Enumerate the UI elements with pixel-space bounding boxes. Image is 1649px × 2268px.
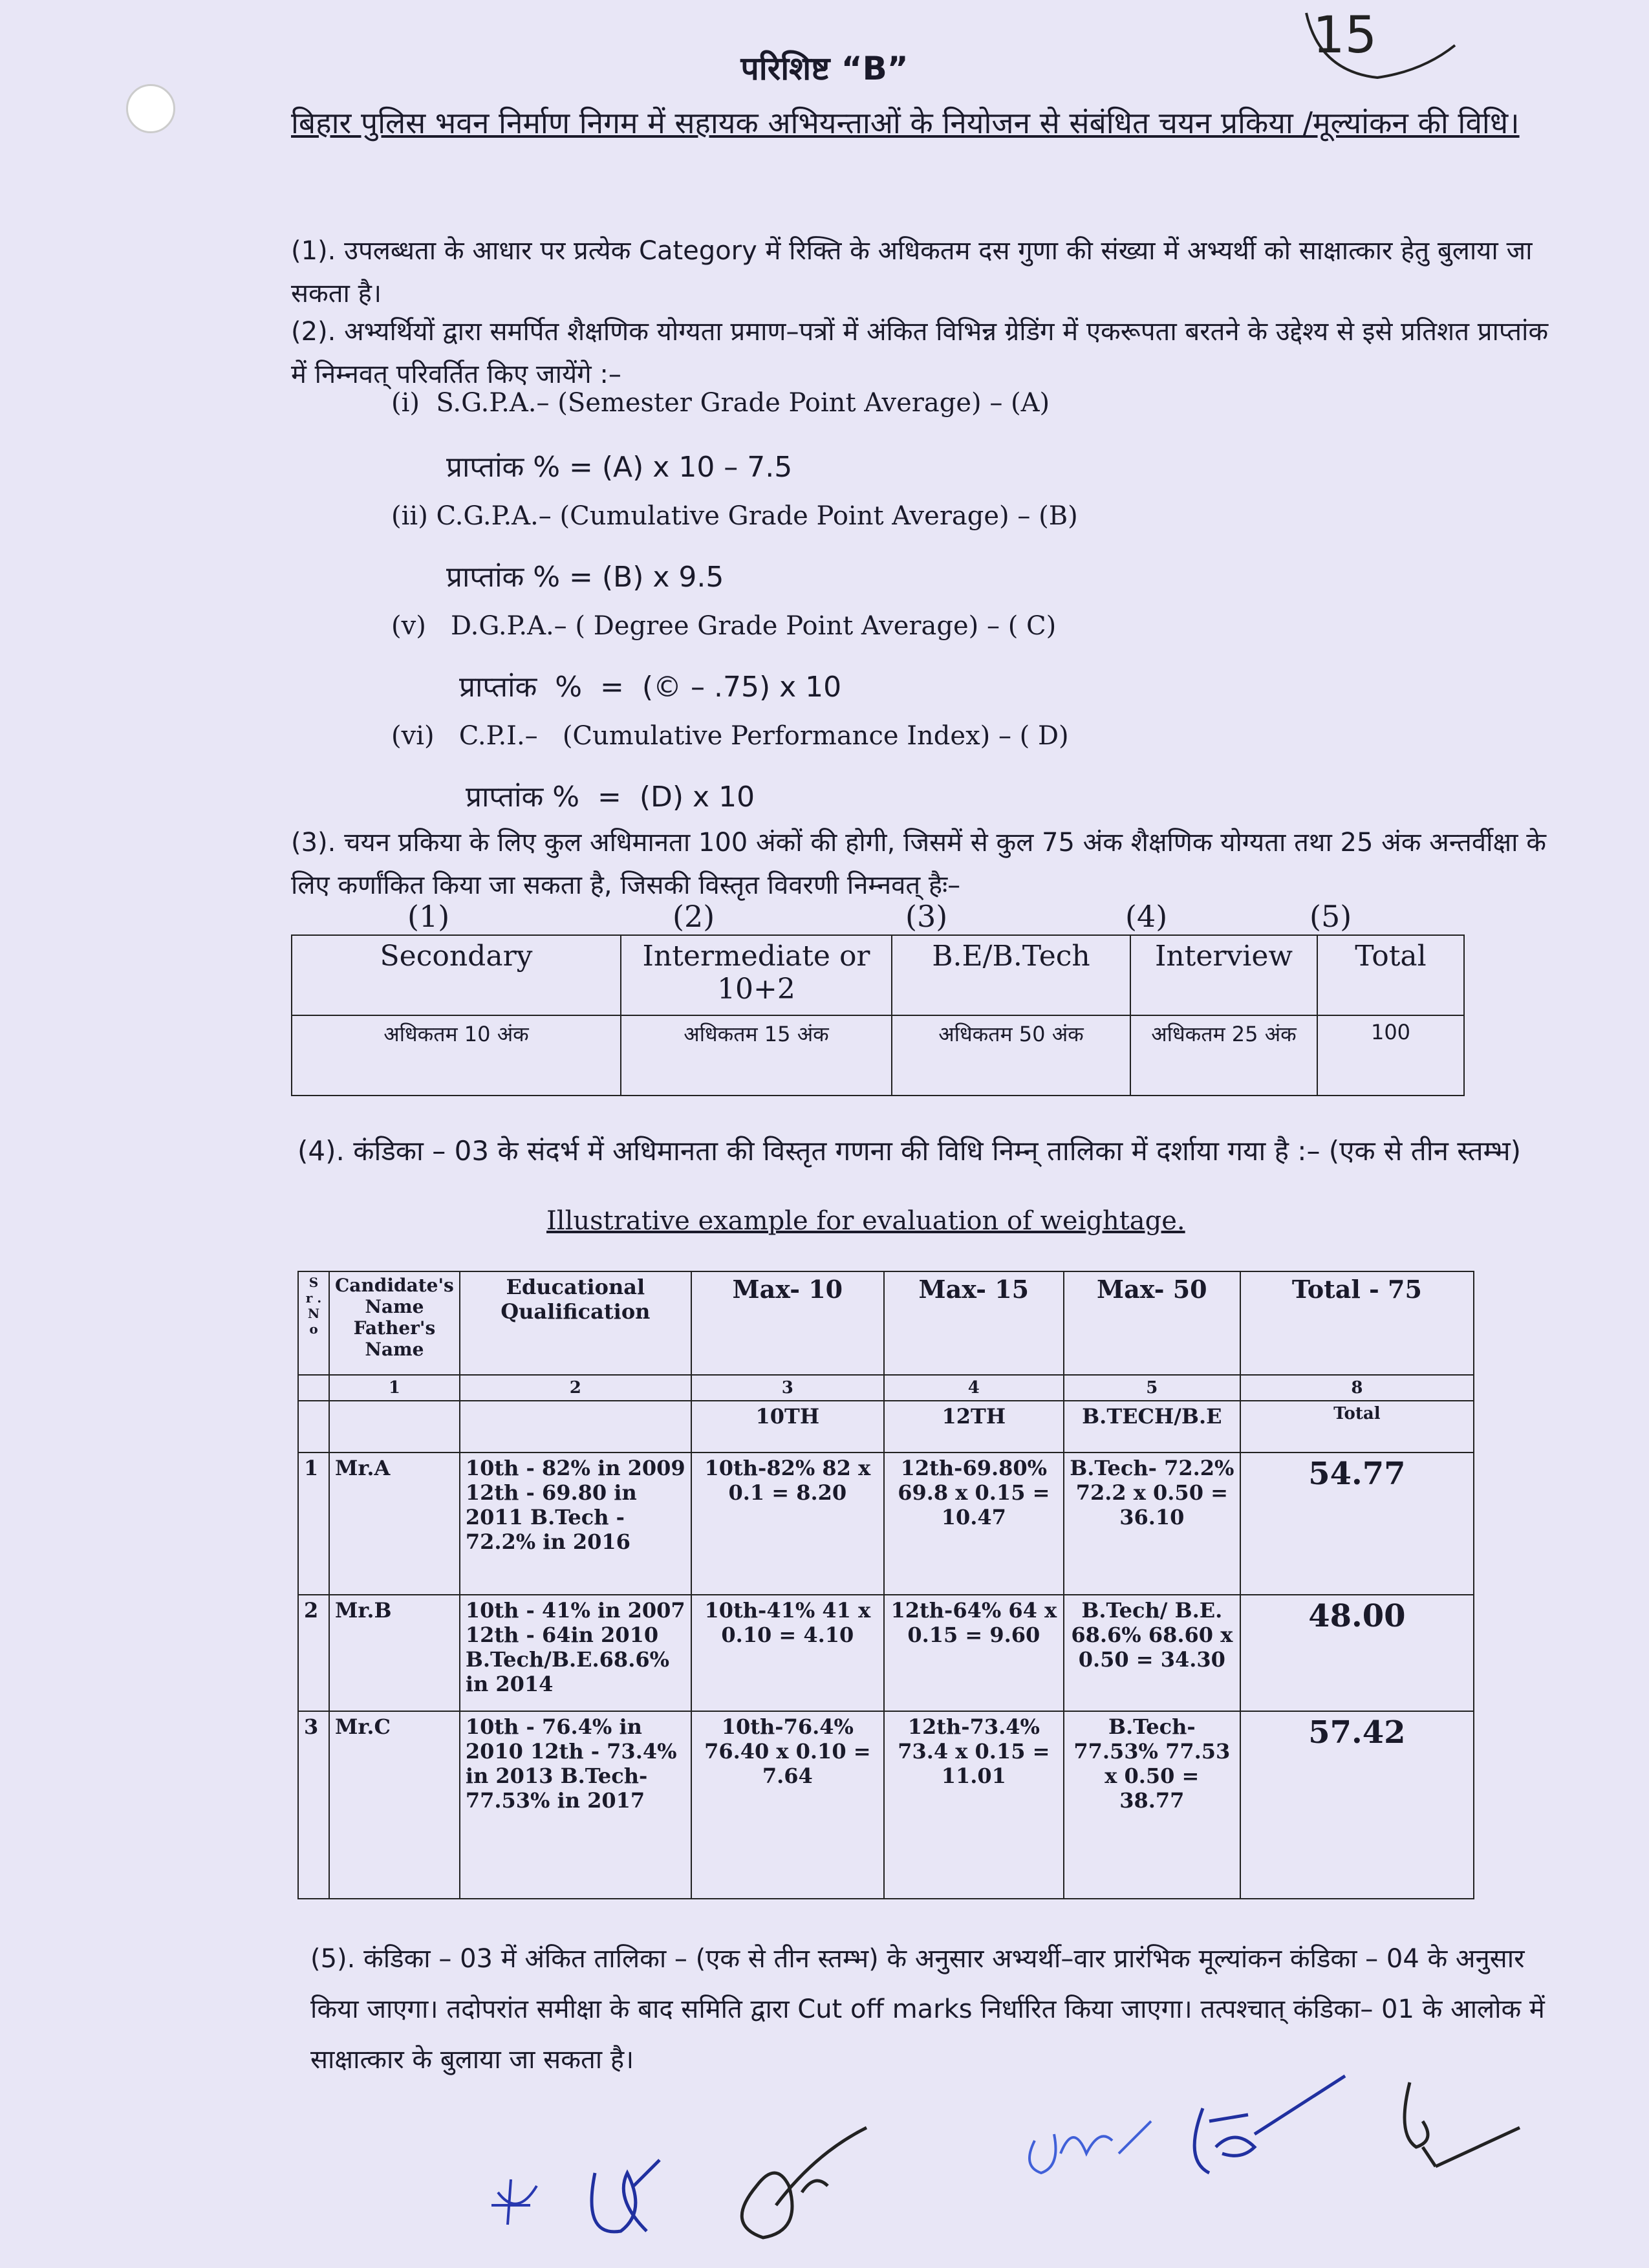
row-max-50: B.Tech- 72.2% 72.2 x 0.50 = 36.10 (1064, 1453, 1240, 1595)
row-sno: 3 (298, 1711, 329, 1899)
empty-cell (460, 1401, 691, 1453)
paragraph-1: (1). उपलब्धता के आधार पर प्रत्येक Category में रिक्ति के अधिकतम दस गुणा की संख्या में अभ्यर्थी को साक्षात्कार हेतु बुलाया जा सकता है। (291, 236, 1533, 308)
header-max-10: Max- 10 (691, 1271, 884, 1375)
value-interview: अधिकतम 25 अंक (1130, 1015, 1317, 1096)
value-intermediate: अधिकतम 15 अंक (621, 1015, 892, 1096)
column-number-row (298, 1375, 1474, 1401)
value-total: 100 (1317, 1015, 1464, 1096)
col-number: (1) (407, 899, 450, 934)
row-max-15: 12th-69.80% 69.8 x 0.15 = 10.47 (884, 1453, 1064, 1595)
table-header-row (298, 1271, 1474, 1375)
table-row (298, 1711, 1474, 1899)
subheader-total: Total (1240, 1401, 1474, 1453)
paragraph-4: (4). कंडिका – 03 के संदर्भ में अधिमानता की विस्तृत गणना की विधि निम्न् तालिका में दर्शाया गया है :– (एक से तीन स्तम्भ) (297, 1135, 1522, 1167)
grade-item-cpi: (vi) C.P.I.– (Cumulative Performance Index) – ( D) (391, 721, 1069, 751)
row-total: 57.42 (1240, 1711, 1474, 1899)
header-qualification: Educational Qualification (460, 1271, 691, 1375)
col-number: (5) (1310, 899, 1352, 934)
table-row (298, 1453, 1474, 1595)
example-caption: Illustrative example for evaluation of weightage. (546, 1206, 1185, 1236)
col-number: (3) (905, 899, 948, 934)
table-row (292, 1015, 1464, 1096)
row-name: Mr.B (329, 1595, 460, 1711)
header-max-15: Max- 15 (884, 1271, 1064, 1375)
col-number: 4 (884, 1375, 1064, 1401)
header-interview: Interview (1130, 935, 1317, 1015)
col-number: 1 (329, 1375, 460, 1401)
signature-4 (1029, 2121, 1151, 2173)
row-name: Mr.A (329, 1453, 460, 1595)
empty-cell (298, 1375, 329, 1401)
signature-2 (592, 2160, 660, 2232)
row-max-50: B.Tech/ B.E. 68.6% 68.60 x 0.50 = 34.30 (1064, 1595, 1240, 1711)
row-max-15: 12th-64% 64 x 0.15 = 9.60 (884, 1595, 1064, 1711)
header-total: Total (1317, 935, 1464, 1015)
formula-sgpa: प्राप्तांक % = (A) x 10 – 7.5 (446, 451, 793, 484)
subheader-12th: 12TH (884, 1401, 1064, 1453)
row-max-10: 10th-41% 41 x 0.10 = 4.10 (691, 1595, 884, 1711)
evaluation-example-table (297, 1271, 1474, 1899)
weightage-table (291, 934, 1465, 1096)
row-max-15: 12th-73.4% 73.4 x 0.15 = 11.01 (884, 1711, 1064, 1899)
paragraph-3: (3). चयन प्रकिया के लिए कुल अधिमानता 100 अंकों की होगी, जिसमें से कुल 75 अंक शैक्षणिक योग्यता तथा 25 अंक अन्तर्वीक्षा के लिए कर्णांकित किया जा सकता है, जिसकी विस्तृत विवरणी निम्नवत् हैः– (291, 828, 1546, 900)
col-number: 8 (1240, 1375, 1474, 1401)
grade-item-dgpa: (v) D.G.P.A.– ( Degree Grade Point Average) – ( C) (391, 611, 1057, 641)
row-sno: 2 (298, 1595, 329, 1711)
paragraph-2: (2). अभ्यर्थियों द्वारा समर्पित शैक्षणिक योग्यता प्रमाण–पत्रों में अंकित विभिन्न ग्रेडिंग में एकरूपता बरतने के उद्देश्य से इसे प्रतिशत प्राप्तांक में निम्नवत् परिवर्तित किए जायेंगे :– (291, 317, 1549, 389)
header-max-50: Max- 50 (1064, 1271, 1240, 1375)
table-header-row (292, 935, 1464, 1015)
row-qualification: 10th - 82% in 2009 12th - 69.80 in 2011 B.Tech - 72.2% in 2016 (460, 1453, 691, 1595)
row-max-10: 10th-76.4% 76.40 x 0.10 = 7.64 (691, 1711, 884, 1899)
row-qualification: 10th - 76.4% in 2010 12th - 73.4% in 2013 B.Tech- 77.53% in 2017 (460, 1711, 691, 1899)
empty-cell (298, 1401, 329, 1453)
signature-1 (491, 2179, 537, 2225)
col-number: 5 (1064, 1375, 1240, 1401)
row-total: 48.00 (1240, 1595, 1474, 1711)
grade-item-sgpa: (i) S.G.P.A.– (Semester Grade Point Average) – (A) (391, 388, 1050, 418)
header-candidate: Candidate's Name Father's Name (329, 1271, 460, 1375)
value-secondary: अधिकतम 10 अंक (292, 1015, 621, 1096)
signature-6 (1405, 2082, 1520, 2166)
empty-cell (329, 1401, 460, 1453)
row-sno: 1 (298, 1453, 329, 1595)
header-total-75: Total - 75 (1240, 1271, 1474, 1375)
header-secondary: Secondary (292, 935, 621, 1015)
row-name: Mr.C (329, 1711, 460, 1899)
col-number: 2 (460, 1375, 691, 1401)
row-max-10: 10th-82% 82 x 0.1 = 8.20 (691, 1453, 884, 1595)
document-heading: बिहार पुलिस भवन निर्माण निगम में सहायक अभियन्ताओं के नियोजन से संबंधित चयन प्रकिया /मूल्यांकन की विधि। (291, 105, 1520, 140)
document-title: परिशिष्ट “B” (740, 50, 909, 87)
row-max-50: B.Tech- 77.53% 77.53 x 0.50 = 38.77 (1064, 1711, 1240, 1899)
formula-cgpa: प्राप्तांक % = (B) x 9.5 (446, 561, 724, 594)
formula-dgpa: प्राप्तांक % = (© – .75) x 10 (459, 671, 842, 704)
header-btech: B.E/B.Tech (892, 935, 1130, 1015)
subheader-10th: 10TH (691, 1401, 884, 1453)
grade-item-cgpa: (ii) C.G.P.A.– (Cumulative Grade Point Average) – (B) (391, 501, 1078, 531)
header-intermediate: Intermediate or 10+2 (621, 935, 892, 1015)
col-number: (4) (1125, 899, 1168, 934)
punch-hole (126, 84, 175, 133)
formula-cpi: प्राप्तांक % = (D) x 10 (466, 781, 755, 814)
signature-3 (742, 2128, 867, 2238)
row-qualification: 10th - 41% in 2007 12th - 64in 2010 B.Tech/B.E.68.6% in 2014 (460, 1595, 691, 1711)
subheader-btech: B.TECH/B.E (1064, 1401, 1240, 1453)
header-sno: S r . N o (298, 1271, 329, 1375)
value-btech: अधिकतम 50 अंक (892, 1015, 1130, 1096)
col-number: 3 (691, 1375, 884, 1401)
col-number: (2) (673, 899, 715, 934)
sub-header-row (298, 1401, 1474, 1453)
table-row (298, 1595, 1474, 1711)
paragraph-5: (5). कंडिका – 03 में अंकित तालिका – (एक से तीन स्तम्भ) के अनुसार अभ्यर्थी–वार प्रारंभिक मूल्यांकन कंडिका – 04 के अनुसार किया जाएगा। तदोपरांत समीक्षा के बाद समिति द्वारा Cut off marks निर्धारित किया जाएगा। तत्पश्चात् कंडिका– 01 के आलोक में साक्षात्कार के बुलाया जा सकता है। (310, 1944, 1545, 2075)
row-total: 54.77 (1240, 1453, 1474, 1595)
signature-5 (1194, 2076, 1345, 2173)
signatures (453, 2057, 1617, 2263)
page-number: 15 (1313, 6, 1377, 65)
